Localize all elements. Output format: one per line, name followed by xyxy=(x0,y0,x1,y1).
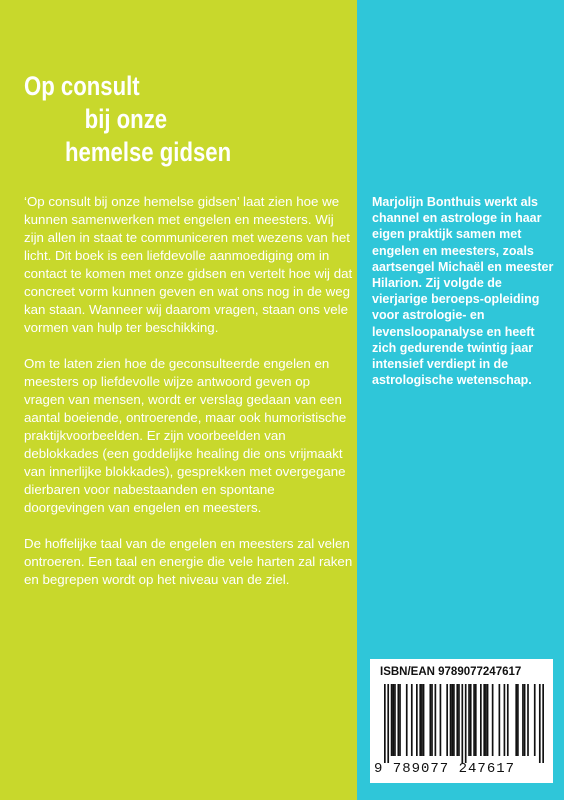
barcode-bar xyxy=(394,684,396,756)
barcode-bar xyxy=(504,684,506,756)
barcode-bar xyxy=(522,684,524,756)
barcode-bar xyxy=(453,684,455,756)
book-title xyxy=(24,70,286,169)
barcode-bar xyxy=(451,684,453,756)
barcode-block xyxy=(370,659,553,783)
barcode-bar xyxy=(431,684,433,756)
barcode-bar xyxy=(534,684,536,756)
barcode-bar xyxy=(387,684,389,763)
barcode-bar xyxy=(435,684,437,756)
barcode-bar xyxy=(450,684,452,756)
barcode-bar xyxy=(456,684,458,756)
title-line-1: Op consult xyxy=(24,71,140,101)
barcode-bar xyxy=(542,684,544,763)
barcode-bar xyxy=(465,684,467,763)
barcode-bar xyxy=(492,684,494,756)
description-paragraph-2: Om te laten zien hoe de geconsulteerde engelen en meesters op liefdevolle wijze antwoord geven op vragen van mensen, wordt er verslag gedaan van een aantal boeiende, ontroerende, maar ook humoristische praktijkvoorbeelden. Er zijn voorbeelden van deblokkades (een goddelijke healing die ons vrijmaakt van innerlijke blokkades), gesprekken met overgegane dierbaren voor nabestaanden en spontane doorgevingen van engelen en meesters. xyxy=(24,356,347,515)
barcode-bar xyxy=(458,684,460,756)
barcode-bar xyxy=(397,684,399,756)
barcode-bar xyxy=(461,684,463,763)
barcode-bar xyxy=(480,684,482,756)
barcode-digits: 9 789077 247617 xyxy=(374,761,516,777)
barcode-bar xyxy=(524,684,526,756)
description-paragraph-3: De hoffelijke taal van de engelen en meesters zal velen ontroeren. Een taal en energie die vele harten zal raken en begrepen wordt op het niveau van de ziel. xyxy=(24,536,353,587)
barcode-bar xyxy=(483,684,485,756)
isbn-label: ISBN/EAN 9789077247617 xyxy=(380,666,522,678)
barcode-bar xyxy=(539,684,541,763)
barcode-bar xyxy=(429,684,431,756)
barcode-bar xyxy=(475,684,477,756)
barcode-bar xyxy=(446,684,448,756)
barcode-bar xyxy=(473,684,475,756)
barcode-bar xyxy=(406,684,408,756)
title-line-3: hemelse gidsen xyxy=(65,137,232,167)
barcode-bar xyxy=(419,684,421,756)
title-line-2: bij onze xyxy=(84,104,168,134)
barcode-bar xyxy=(527,684,529,756)
barcode-bar xyxy=(515,684,517,756)
description-paragraph-1: ‘Op consult bij onze hemelse gidsen’ laat zien hoe we kunnen samenwerken met engelen en meesters. Wij zijn allen in staat te communiceren met wezens van het licht. Dit boek is een liefdevolle aanmoediging om in contact te komen met onze gidsen en vertelt hoe wij dat concreet vorm kunnen geven en wat ons nog in de weg kan staan. Wanneer wij daarom vragen, staan ons vele vormen van hulp ter beschikking. xyxy=(24,194,353,335)
barcode-bar xyxy=(485,684,487,756)
barcode-bar xyxy=(517,684,519,756)
book-description xyxy=(24,193,354,607)
barcode-bar xyxy=(391,684,393,756)
barcode-bar xyxy=(507,684,509,756)
barcode-bar xyxy=(392,684,394,756)
barcode-bar xyxy=(468,684,470,756)
barcode-bar xyxy=(487,684,489,756)
barcode-bar xyxy=(416,684,418,756)
barcode-bar xyxy=(384,684,386,763)
barcode-bar xyxy=(421,684,423,756)
barcode-bar xyxy=(423,684,425,756)
author-bio: Marjolijn Bonthuis werkt als channel en astrologe in haar eigen praktijk samen met engelen en meesters, zoals aartsengel Michaël en meester Hilarion. Zij volgde de vierjarige beroeps-opleiding voor astrologie- en levensloopanalyse en heeft zich gedurende twintig jaar intensief verdiept in de astrologische wetenschap. xyxy=(372,195,554,388)
barcode-bar xyxy=(499,684,501,756)
barcode-bar xyxy=(440,684,442,756)
barcode-bar xyxy=(470,684,472,756)
barcode-bar xyxy=(411,684,413,756)
barcode-icon xyxy=(384,684,544,763)
barcode-bar xyxy=(399,684,401,756)
